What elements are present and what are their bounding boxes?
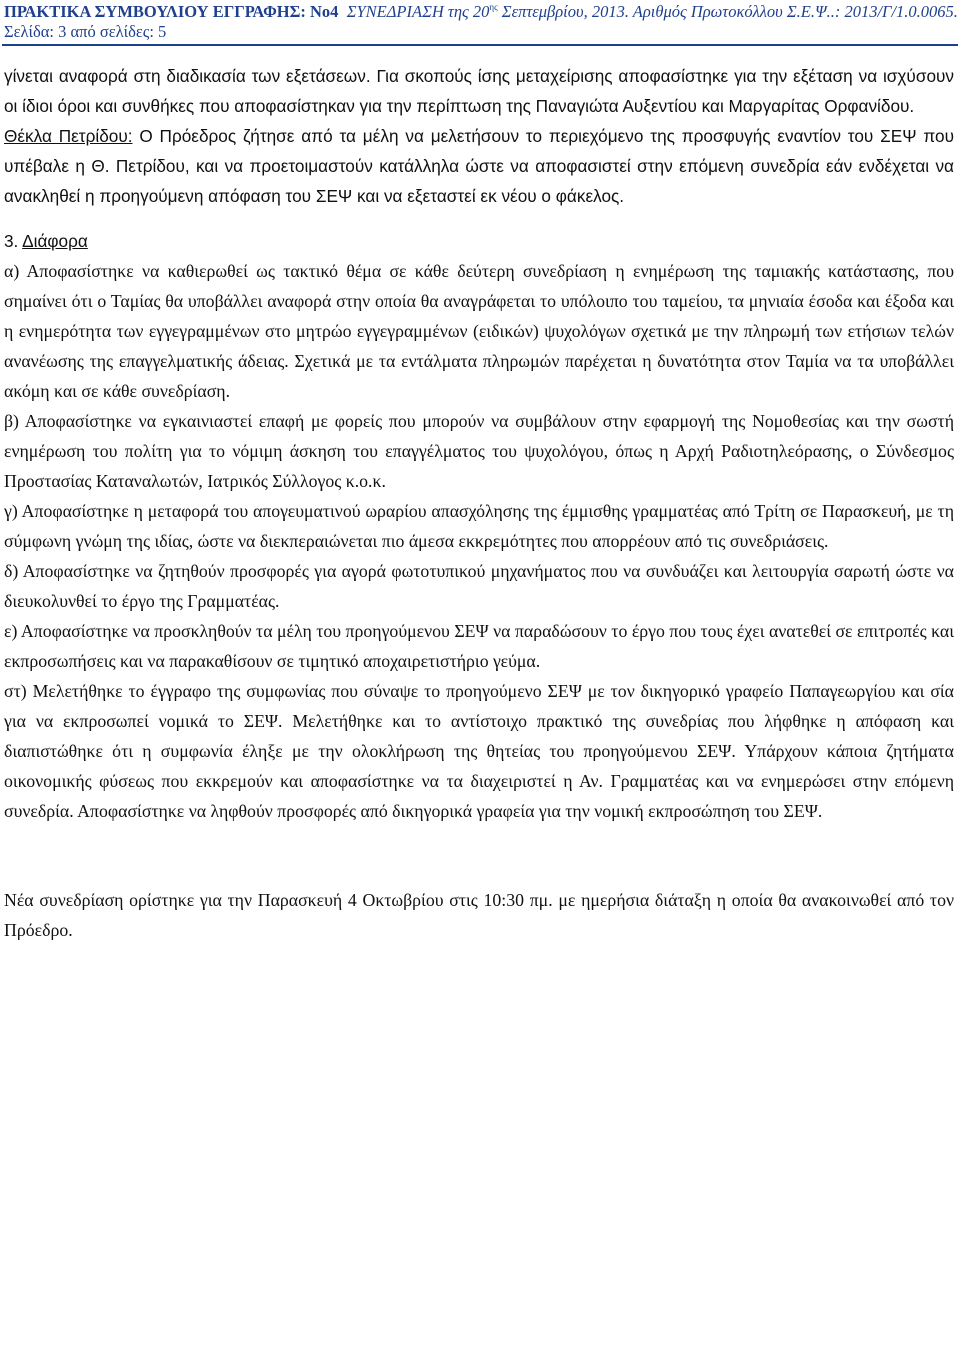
petridou-text: Ο Πρόεδρος ζήτησε από τα μέλη να μελετήσουν το περιεχόμενο της προσφυγής εναντίον του ΣΕΨ που υπέβαλε η Θ. Πετρίδου, και να προετοιμαστούν κατάλληλα ώστε να αποφασιστεί στην επόμενη συνεδρία εάν ενδέχεται να ανακληθεί η προηγούμενη απόφαση του ΣΕΨ και να εξεταστεί εκ νέου ο φάκελος. — [4, 126, 954, 206]
header-date-protocol: Σεπτεμβρίου, 2013. Αριθμός Πρωτοκόλλου Σ.Ε.Ψ..: 2013/Γ/1.0.0065. — [501, 2, 958, 21]
item-c: γ) Αποφασίστηκε η μεταφορά του απογευματινού ωραρίου απασχόλησης της έμμισθης γραμματέας από Τρίτη σε Παρασκευή, με τη σύμφωνη γνώμη της ιδίας, ώστε να διεκπεραιώνεται πιο άμεσα εκκρεμότητες που απορρέουν από τις συνεδριάσεις. — [4, 501, 954, 551]
section-heading — [4, 226, 954, 256]
section-title: Διάφορα — [22, 231, 88, 251]
petridou-name: Θέκλα Πετρίδου: — [4, 126, 133, 146]
next-meeting: Νέα συνεδρίαση ορίστηκε για την Παρασκευή 4 Οκτωβρίου στις 10:30 πμ. με ημερήσια διάταξη η οποία θα ανακοινωθεί από τον Πρόεδρο. — [4, 890, 954, 940]
header-line — [4, 2, 956, 22]
paragraph-petridou — [4, 121, 954, 211]
header-sup: ης — [489, 2, 498, 12]
document-body — [4, 61, 954, 945]
item-d: δ) Αποφασίστηκε να ζητηθούν προσφορές για αγορά φωτοτυπικού μηχανήματος που να συνδυάζει και λειτουργία σαρωτή ώστε να διευκολυνθεί το έργο της Γραμματέας. — [4, 561, 954, 611]
header-session: ΣΥΝΕΔΡΙΑΣΗ της 20 — [346, 2, 490, 21]
header-page-number: Σελίδα: 3 από σελίδες: 5 — [4, 22, 167, 41]
page-header — [4, 2, 956, 42]
item-st: στ) Μελετήθηκε το έγγραφο της συμφωνίας που σύναψε το προηγούμενο ΣΕΨ με τον δικηγορικό γραφείο Παπαγεωργίου και σία για να εκπροσωπεί νομικά το ΣΕΨ. Μελετήθηκε και το αντίστοιχο πρακτικό της συνεδρίας που λήφθηκε η απόφαση και διαπιστώθηκε ότι η συμφωνία έληξε με την ολοκλήρωση της θητείας του προηγούμενου ΣΕΨ. Υπάρχουν κάποια ζητήματα οικονομικής φύσεως που εκκρεμούν και αποφασίστηκε να τα διαχειριστεί η Αν. Γραμματέας και να ενημερώσει στην επόμενη συνεδρία. Αποφασίστηκε να ληφθούν προσφορές από δικηγορικά γραφεία για την νομική εκπροσώπηση του ΣΕΨ. — [4, 681, 954, 821]
header-title: ΠΡΑΚΤΙΚΑ ΣΥΜΒΟΥΛΙΟΥ ΕΓΓΡΑΦΗΣ: Νο4 — [4, 2, 339, 21]
item-a: α) Αποφασίστηκε να καθιερωθεί ως τακτικό θέμα σε κάθε δεύτερη συνεδρίαση η ενημέρωση της ταμιακής κατάστασης, που σημαίνει ότι ο Ταμίας θα υποβάλλει αναφορά στην οποία θα αναγράφεται το υπόλοιπο του ταμείου, τα μηνιαία έσοδα και έξοδα και η ενημερότητα των εγγεγραμμένων στο μητρώο εγγεγραμμένων (ειδικών) ψυχολόγων σχετικά με την πληρωμή των ετήσιων τελών ανανέωσης της επαγγελματικής άδειας. Σχετικά με τα εντάλματα πληρωμών παρέχεται η δυνατότητα στον Ταμία να τα υποβάλλει ακόμη και σε κάθε συνεδρίαση. — [4, 261, 954, 401]
section-number: 3. — [4, 231, 23, 251]
paragraph-exams: γίνεται αναφορά στη διαδικασία των εξετάσεων. Για σκοπούς ίσης μεταχείρισης αποφασίστηκε για την εξέταση να ισχύσουν οι ίδιοι όροι και συνθήκες που αποφασίστηκαν για την περίπτωση της Παναγιώτα Αυξεντίου και Μαργαρίτας Ορφανίδου. — [4, 66, 954, 116]
item-e: ε) Αποφασίστηκε να προσκληθούν τα μέλη του προηγούμενου ΣΕΨ να παραδώσουν το έργο που τους έχει ανατεθεί σε επιτροπές και εκπροσωπήσεις και να παρακαθίσουν σε τιμητικό αποχαιρετιστήριο γεύμα. — [4, 621, 954, 671]
item-b: β) Αποφασίστηκε να εγκαινιαστεί επαφή με φορείς που μπορούν να συμβάλουν στην εφαρμογή της Νομοθεσίας και την σωστή ενημέρωση του πολίτη για το νόμιμη άσκηση του επαγγέλματος του ψυχολόγου, όπως η Αρχή Ραδιοτηλεόρασης, ο Σύνδεσμος Προστασίας Καταναλωτών, Ιατρικός Σύλλογος κ.ο.κ. — [4, 411, 954, 491]
header-rule — [2, 44, 958, 46]
